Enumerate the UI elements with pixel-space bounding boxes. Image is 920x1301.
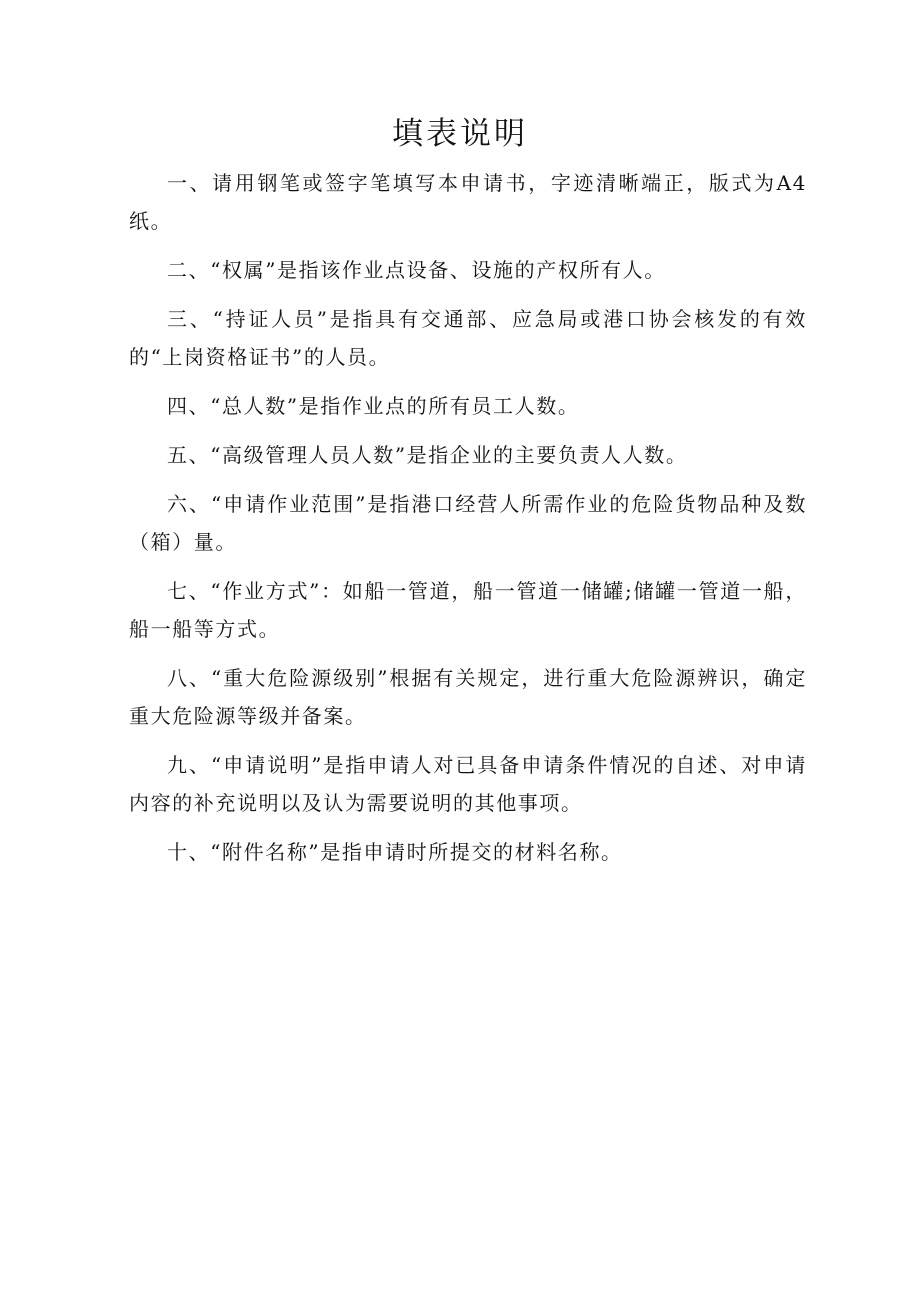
instruction-paragraph: 十、“附件名称”是指申请时所提交的材料名称。 xyxy=(167,840,623,864)
instruction-paragraph: 二、“权属”是指该作业点设备、设施的产权所有人。 xyxy=(167,258,666,282)
instruction-paragraph: 九、“申请说明”是指申请人对已具备申请条件情况的自述、对申请内容的补充说明以及认为需要说明的其他事项。 xyxy=(129,753,807,815)
instruction-paragraph: 五、“高级管理人员人数”是指企业的主要负责人人数。 xyxy=(167,443,688,467)
instructions-body xyxy=(129,164,807,882)
instruction-paragraph: 八、“重大危险源级别”根据有关规定，进行重大危险源辨识，确定重大危险源等级并备案。 xyxy=(129,666,807,728)
instruction-paragraph: 四、“总人数”是指作业点的所有员工人数。 xyxy=(167,394,580,418)
page-title: 填表说明 xyxy=(392,116,528,152)
instruction-paragraph: 六、“申请作业范围”是指港口经营人所需作业的危险货物品种及数（箱）量。 xyxy=(129,492,807,554)
instruction-paragraph: 三、“持证人员”是指具有交通部、应急局或港口协会核发的有效的“上岗资格证书”的人员。 xyxy=(129,307,807,369)
instruction-paragraph: 一、请用钢笔或签字笔填写本申请书，字迹清晰端正，版式为A4纸。 xyxy=(129,171,807,233)
instruction-paragraph: 七、“作业方式”：如船一管道，船一管道一储罐;储罐一管道一船，船一船等方式。 xyxy=(129,579,807,641)
